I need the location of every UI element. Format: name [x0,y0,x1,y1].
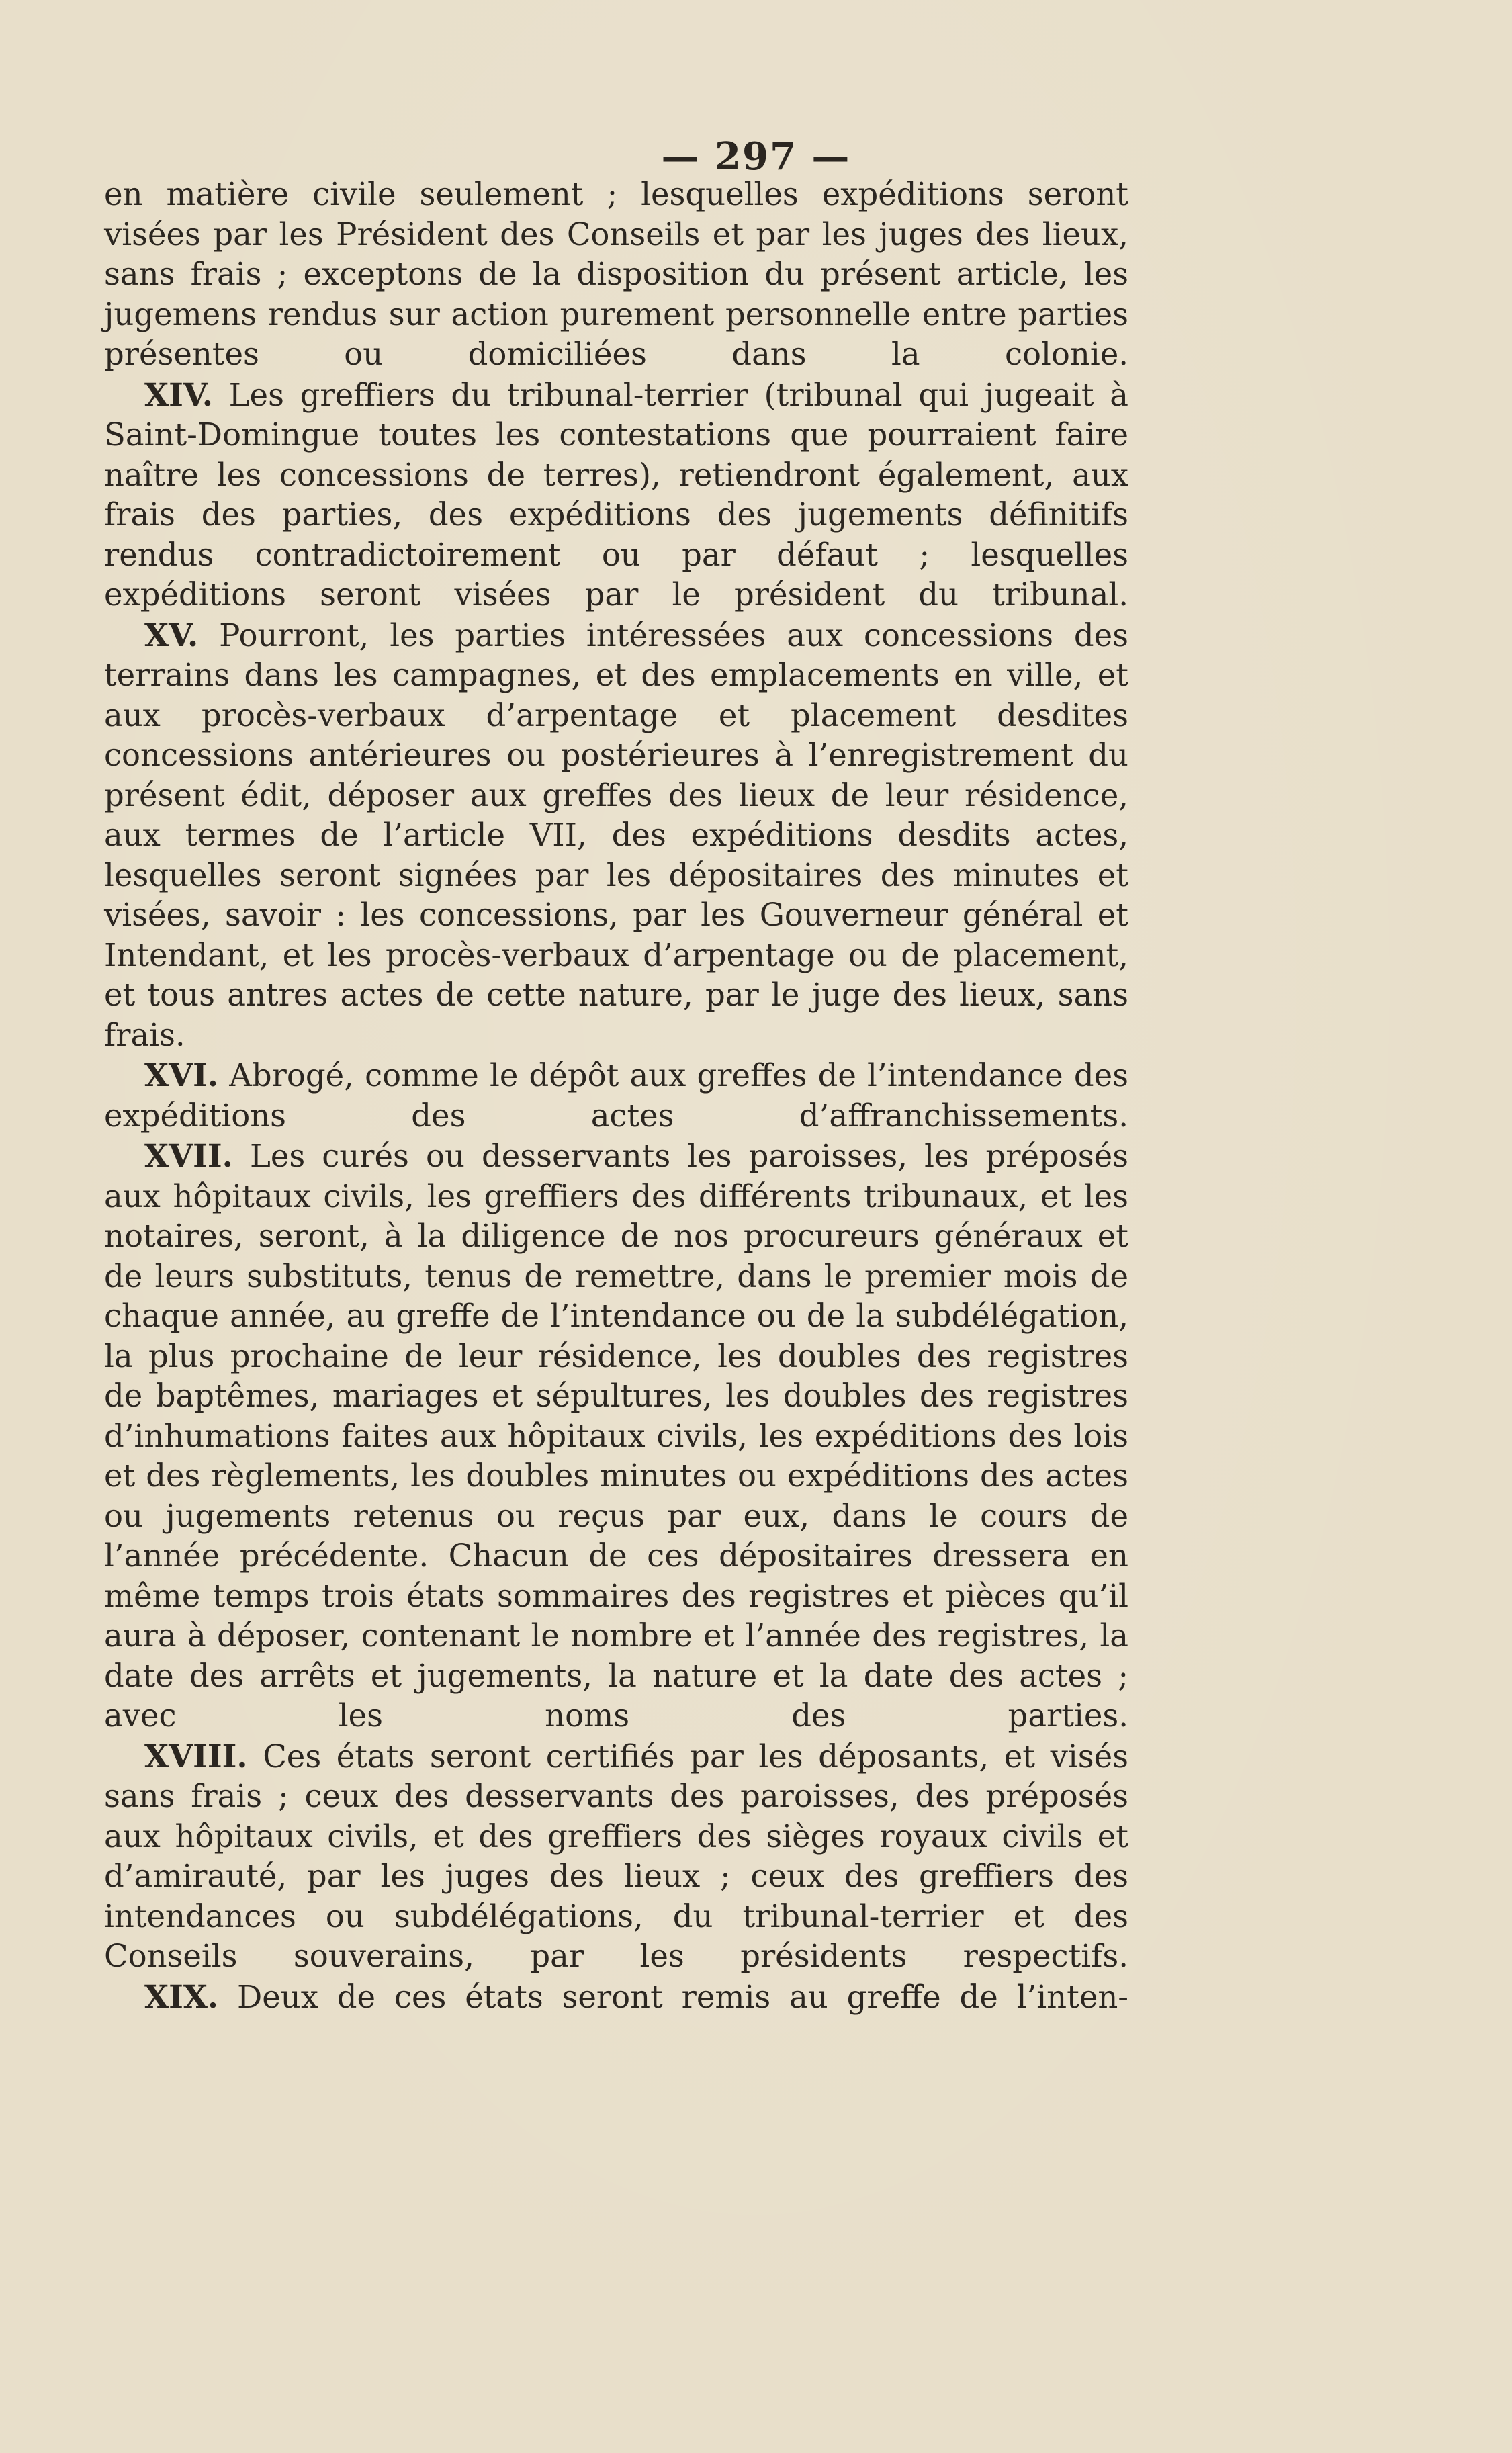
article-xix [104,1977,1128,2018]
paragraph-text: en matière civile seulement ; lesquelles expéditions seront visées par les Président des Conseils et par les juges des lieux, sans frais ; exceptons de la disposition du présent article, les jugemens rendus sur action purement personnelle entre parties présentes ou domiciliées dans la colonie. [104,176,1128,372]
body-text [104,175,1128,2017]
article-text: Pourront, les parties intéressées aux concessions des terrains dans les campagnes, et des emplacements en ville, et aux procès-verbaux d’arpentage et placement desdites concessions antérieures ou postérieures à l’enregistrement du présent édit, déposer aux greffes des lieux de leur résidence, aux termes de l’article VII, des expéditions desdits actes, lesquelles seront signées par les dépositaires des minutes et visées, savoir : les concessions, par les Gouverneur général et Intendant, et les procès-verbaux d’arpentage ou de placement, et tous antres actes de cette nature, par le juge des lieux, sans frais. [104,617,1129,1053]
article-xv [104,615,1128,1056]
article-text: Les greffiers du tribunal-terrier (tribunal qui jugeait à Saint-Domingue toutes les contestations que pourraient faire naître les concessions de terres), retiendront également, aux frais des parties, des expéditions des jugements définitifs rendus contradictoirement ou par défaut ; lesquelles expéditions seront visées par le président du tribunal. [104,376,1129,613]
article-xviii [104,1736,1128,1977]
article-number: XIV. [144,375,213,413]
article-number: XIX. [144,1977,219,2015]
page-number: — 297 — [661,134,851,179]
article-xvii [104,1136,1128,1736]
article-number: XVII. [144,1137,233,1174]
article-text: Deux de ces états seront remis au greffe de l’inten- [236,1978,1128,2015]
article-xiv [104,375,1128,615]
paragraph-continuation [104,175,1128,375]
article-number: XV. [144,616,199,654]
article-xvi [104,1055,1128,1136]
article-text: Ces états seront certifiés par les déposants, et visés sans frais ; ceux des desservants des paroisses, des préposés aux hôpitaux civils, et des greffiers des sièges royaux civils et d’amirauté, par les juges des lieux ; ceux des greffiers des intendances ou subdélégations, du tribunal-terrier et des Conseils souverains, par les présidents respectifs. [104,1738,1128,1974]
article-number: XVIII. [144,1737,248,1775]
article-number: XVI. [144,1057,219,1094]
article-text: Les curés ou desservants les paroisses, les préposés aux hôpitaux civils, les greffiers des différents tribunaux, et les notaires, seront, à la diligence de nos procureurs généraux et de leurs substituts, tenus de remettre, dans le premier mois de chaque année, au greffe de l’intendance ou de la subdélégation, la plus prochaine de leur résidence, les doubles des registres de baptêmes, mariages et sépultures, les doubles des registres d’inhumations faites aux hôpitaux civils, les expéditions des lois et des règlements, les doubles minutes ou expéditions des actes ou jugements retenus ou reçus par eux, dans le cours de l’année précédente. Chacun de ces dépositaires dressera en même temps trois états sommaires des registres et pièces qu’il aura à déposer, contenant le nombre et l’année des registres, la date des arrêts et jugements, la nature et la date des actes ; avec les noms des parties. [104,1138,1128,1734]
article-text: Abrogé, comme le dépôt aux greffes de l’intendance des expéditions des actes d’affranchissements. [104,1057,1128,1134]
